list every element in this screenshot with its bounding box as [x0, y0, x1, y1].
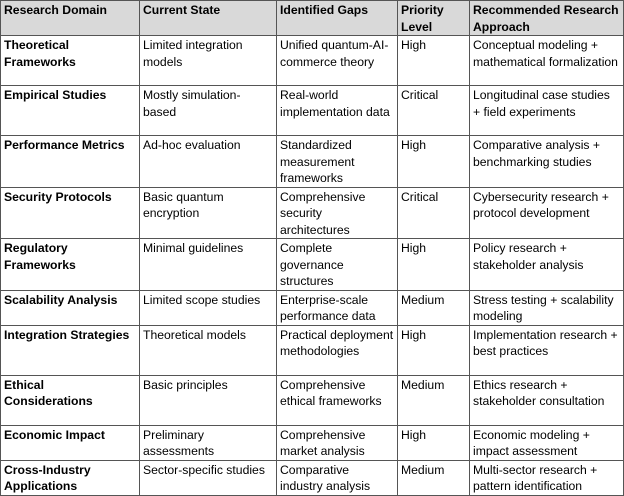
- cell-domain: Integration Strategies: [1, 325, 140, 375]
- cell-approach: Ethics research + stakeholder consultation: [470, 375, 624, 425]
- cell-domain: Theoretical Frameworks: [1, 36, 140, 86]
- cell-domain: Empirical Studies: [1, 86, 140, 136]
- cell-identified-gaps: Enterprise-scale performance data: [277, 290, 398, 325]
- cell-current-state: Basic principles: [140, 375, 277, 425]
- cell-approach: Multi-sector research + pattern identification: [470, 460, 624, 495]
- cell-current-state: Theoretical models: [140, 325, 277, 375]
- cell-current-state: Limited integration models: [140, 36, 277, 86]
- cell-identified-gaps: Real-world implementation data: [277, 86, 398, 136]
- header-research-domain: Research Domain: [1, 1, 140, 36]
- cell-identified-gaps: Comprehensive security architectures: [277, 187, 398, 239]
- table-row: [1, 187, 624, 239]
- cell-identified-gaps: Comparative industry analysis: [277, 460, 398, 495]
- header-row: [1, 1, 624, 36]
- table-row: [1, 36, 624, 86]
- table-row: [1, 325, 624, 375]
- cell-priority: High: [398, 36, 470, 86]
- cell-approach: Cybersecurity research + protocol development: [470, 187, 624, 239]
- cell-priority: High: [398, 239, 470, 291]
- cell-approach: Economic modeling + impact assessment: [470, 425, 624, 460]
- cell-domain: Ethical Considerations: [1, 375, 140, 425]
- table-row: [1, 375, 624, 425]
- cell-domain: Regulatory Frameworks: [1, 239, 140, 291]
- cell-identified-gaps: Practical deployment methodologies: [277, 325, 398, 375]
- cell-identified-gaps: Comprehensive ethical frameworks: [277, 375, 398, 425]
- cell-approach: Policy research + stakeholder analysis: [470, 239, 624, 291]
- cell-priority: High: [398, 325, 470, 375]
- cell-current-state: Sector-specific studies: [140, 460, 277, 495]
- table-row: [1, 290, 624, 325]
- cell-priority: Medium: [398, 290, 470, 325]
- header-current-state: Current State: [140, 1, 277, 36]
- cell-priority: Medium: [398, 375, 470, 425]
- cell-domain: Performance Metrics: [1, 136, 140, 188]
- header-recommended-approach: Recommended Research Approach: [470, 1, 624, 36]
- header-priority-level: Priority Level: [398, 1, 470, 36]
- cell-priority: Critical: [398, 187, 470, 239]
- header-identified-gaps: Identified Gaps: [277, 1, 398, 36]
- table-row: [1, 86, 624, 136]
- cell-current-state: Ad-hoc evaluation: [140, 136, 277, 188]
- cell-approach: Stress testing + scalability modeling: [470, 290, 624, 325]
- table-row: [1, 239, 624, 291]
- cell-priority: High: [398, 136, 470, 188]
- cell-identified-gaps: Comprehensive market analysis: [277, 425, 398, 460]
- table-row: [1, 425, 624, 460]
- cell-current-state: Preliminary assessments: [140, 425, 277, 460]
- cell-domain: Scalability Analysis: [1, 290, 140, 325]
- cell-priority: Medium: [398, 460, 470, 495]
- cell-priority: Critical: [398, 86, 470, 136]
- cell-identified-gaps: Unified quantum-AI-commerce theory: [277, 36, 398, 86]
- cell-domain: Security Protocols: [1, 187, 140, 239]
- cell-identified-gaps: Complete governance structures: [277, 239, 398, 291]
- cell-identified-gaps: Standardized measurement frameworks: [277, 136, 398, 188]
- cell-current-state: Basic quantum encryption: [140, 187, 277, 239]
- cell-current-state: Mostly simulation-based: [140, 86, 277, 136]
- table-row: [1, 136, 624, 188]
- cell-current-state: Minimal guidelines: [140, 239, 277, 291]
- cell-current-state: Limited scope studies: [140, 290, 277, 325]
- cell-approach: Implementation research + best practices: [470, 325, 624, 375]
- cell-approach: Longitudinal case studies + field experiments: [470, 86, 624, 136]
- table-row: [1, 460, 624, 495]
- cell-domain: Cross-Industry Applications: [1, 460, 140, 495]
- cell-approach: Comparative analysis + benchmarking studies: [470, 136, 624, 188]
- cell-priority: High: [398, 425, 470, 460]
- cell-approach: Conceptual modeling + mathematical formalization: [470, 36, 624, 86]
- cell-domain: Economic Impact: [1, 425, 140, 460]
